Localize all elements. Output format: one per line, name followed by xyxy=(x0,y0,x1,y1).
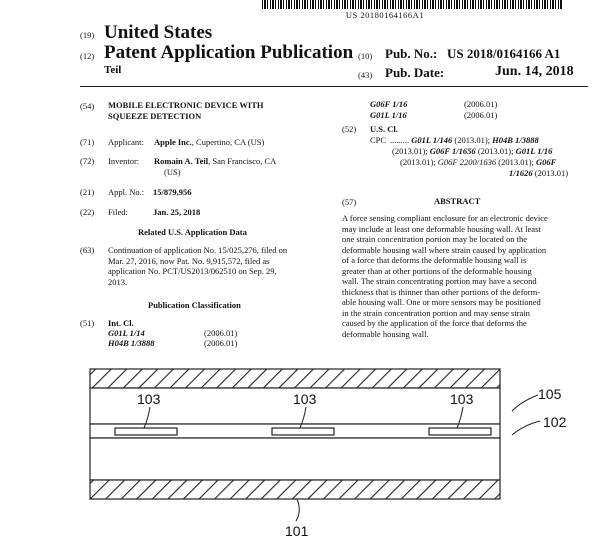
cpc-year: (2013.01); xyxy=(496,157,537,167)
class-year: (2006.01) xyxy=(464,110,498,120)
int-cl-year: (2006.01) xyxy=(204,338,238,348)
inventor-location: , San Francisco, CA xyxy=(208,156,277,166)
patent-figure xyxy=(0,355,600,544)
cpc-year: (2013.01); xyxy=(452,135,493,145)
inventor-location-line2: (US) xyxy=(164,167,181,177)
abstract-line: may include at least one deformable housing wall. At least xyxy=(342,223,541,234)
int-cl-year: (2006.01) xyxy=(204,328,238,338)
int-cl-label: Int. Cl. xyxy=(108,318,134,328)
layer-label-101: 101 xyxy=(285,523,309,539)
class-year: (2006.01) xyxy=(464,99,498,109)
pub-no-label: Pub. No.: xyxy=(385,46,438,61)
code-63: (63) xyxy=(80,245,95,255)
abstract-line: deformable housing wall. xyxy=(342,328,429,339)
pub-no-value: US 2018/0164166 A1 xyxy=(447,46,561,61)
abstract-line: deformable housing wall where strain caused by application xyxy=(342,244,547,255)
country-heading: United States xyxy=(104,22,213,43)
cpc-code: G06F xyxy=(536,157,557,167)
filed-label: Filed: xyxy=(108,207,128,217)
layer-label-105: 105 xyxy=(538,386,562,402)
related-heading: Related U.S. Application Data xyxy=(138,227,247,237)
top-housing-layer xyxy=(90,369,500,388)
class-code: G06F 1/16 xyxy=(370,99,408,109)
barcode xyxy=(262,0,562,9)
related-line: Mar. 27, 2016, now Pat. No. 9,915,572, filed as xyxy=(108,255,270,266)
pub-date-value: Jun. 14, 2018 xyxy=(495,64,574,79)
related-application-text xyxy=(108,245,340,287)
code-19: (19) xyxy=(80,30,95,40)
sensor-103 xyxy=(272,428,334,435)
code-10: (10) xyxy=(358,51,373,61)
sensor-label-103: 103 xyxy=(450,391,474,407)
abstract-line: A force sensing compliant enclosure for an electronic device xyxy=(342,213,548,223)
cpc-year: (2013.01) xyxy=(532,168,569,178)
abstract-line: in the strain concentration portion and may sense strain xyxy=(342,307,530,318)
abstract-heading: ABSTRACT xyxy=(434,196,481,206)
abstract-line: greater than at other portions of the deformable housing xyxy=(342,265,532,276)
leader-line-105 xyxy=(512,395,538,411)
code-43: (43) xyxy=(358,70,373,80)
publication-classification-heading: Publication Classification xyxy=(148,300,241,310)
code-12: (12) xyxy=(80,51,95,61)
cpc-line xyxy=(509,168,568,179)
class-code: G01L 1/16 xyxy=(370,110,407,120)
code-51: (51) xyxy=(80,318,95,328)
cpc-line xyxy=(392,146,552,157)
leader-line-101 xyxy=(296,499,299,521)
cpc-code: 1/1626 xyxy=(509,168,533,178)
sensor-label-103: 103 xyxy=(137,391,161,407)
code-72: (72) xyxy=(80,156,95,166)
applicant-name: Apple Inc. xyxy=(154,137,192,147)
header-rule xyxy=(80,86,588,87)
document-type-heading: Patent Application Publication xyxy=(104,42,354,63)
abstract-line: caused by the application of the force that deforms the xyxy=(342,318,527,328)
inventor-name: Romain A. Teil xyxy=(154,156,209,166)
abstract-line: able housing wall. One or more sensors may be positioned xyxy=(342,297,541,307)
int-cl-code: H04B 1/3888 xyxy=(108,338,155,348)
cpc-code: H04B 1/3888 xyxy=(492,135,539,145)
cpc-label: CPC xyxy=(370,135,387,145)
title-line: MOBILE ELECTRONIC DEVICE WITH xyxy=(108,100,264,110)
cpc-dots: ......... xyxy=(390,135,410,145)
layer-label-102: 102 xyxy=(543,414,567,430)
us-cl-label: U.S. Cl. xyxy=(370,124,398,134)
sensor-label-103: 103 xyxy=(293,391,317,407)
bottom-housing-layer xyxy=(90,480,500,499)
related-line: 2013. xyxy=(108,276,128,287)
sensor-103 xyxy=(429,428,491,435)
int-cl-code: G01L 1/14 xyxy=(108,328,145,338)
abstract-line: thickness that is thinner than other portions of the deform- xyxy=(342,286,541,297)
applicant-location: , Cupertino, CA (US) xyxy=(191,137,265,147)
publication-number-top: US 20180164166A1 xyxy=(345,10,425,20)
code-52: (52) xyxy=(342,124,357,134)
applicant xyxy=(154,137,264,148)
cpc-year: (2013.01); xyxy=(392,146,430,156)
cpc-year: (2013.01); xyxy=(475,146,516,156)
interior-space xyxy=(90,438,500,480)
cpc-code: G01L 1/16 xyxy=(515,146,553,156)
abstract-line: wall. The strain concentrating portion may have a second xyxy=(342,276,537,286)
code-57: (57) xyxy=(342,197,357,207)
appl-no-label: Appl. No.: xyxy=(108,187,145,197)
leader-line-102 xyxy=(512,421,540,435)
code-21: (21) xyxy=(80,187,95,197)
cpc-year: (2013.01); xyxy=(400,157,438,167)
cpc-line xyxy=(390,135,539,146)
abstract-body xyxy=(342,213,588,339)
cpc-code: G06F 2200/1636 xyxy=(437,157,497,167)
related-line: Continuation of application No. 15/025,276, filed on xyxy=(108,245,288,255)
cpc-code: G01L 1/146 xyxy=(411,135,453,145)
code-71: (71) xyxy=(80,137,95,147)
inventor-short: Teil xyxy=(104,64,122,76)
pub-date-label: Pub. Date: xyxy=(385,65,445,80)
sensor-103 xyxy=(115,428,177,435)
inventor-label: Inventor: xyxy=(108,156,140,166)
appl-no-value: 15/879,956 xyxy=(153,187,192,197)
applicant-label: Applicant: xyxy=(108,137,144,147)
related-line: application No. PCT/US2013/062510 on Sep. 29, xyxy=(108,266,277,276)
filed-date: Jan. 25, 2018 xyxy=(153,207,201,217)
title-line: SQUEEZE DETECTION xyxy=(108,110,202,121)
cpc-code: G06F 1/1656 xyxy=(429,146,476,156)
code-22: (22) xyxy=(80,207,95,217)
abstract-line: one strain concentration portion may be located on the xyxy=(342,234,528,244)
code-54: (54) xyxy=(80,101,95,111)
cpc-line xyxy=(400,157,556,168)
inventor xyxy=(154,156,276,167)
title xyxy=(108,100,263,121)
abstract-line: of a force that deforms the deformable housing wall is xyxy=(342,255,527,265)
